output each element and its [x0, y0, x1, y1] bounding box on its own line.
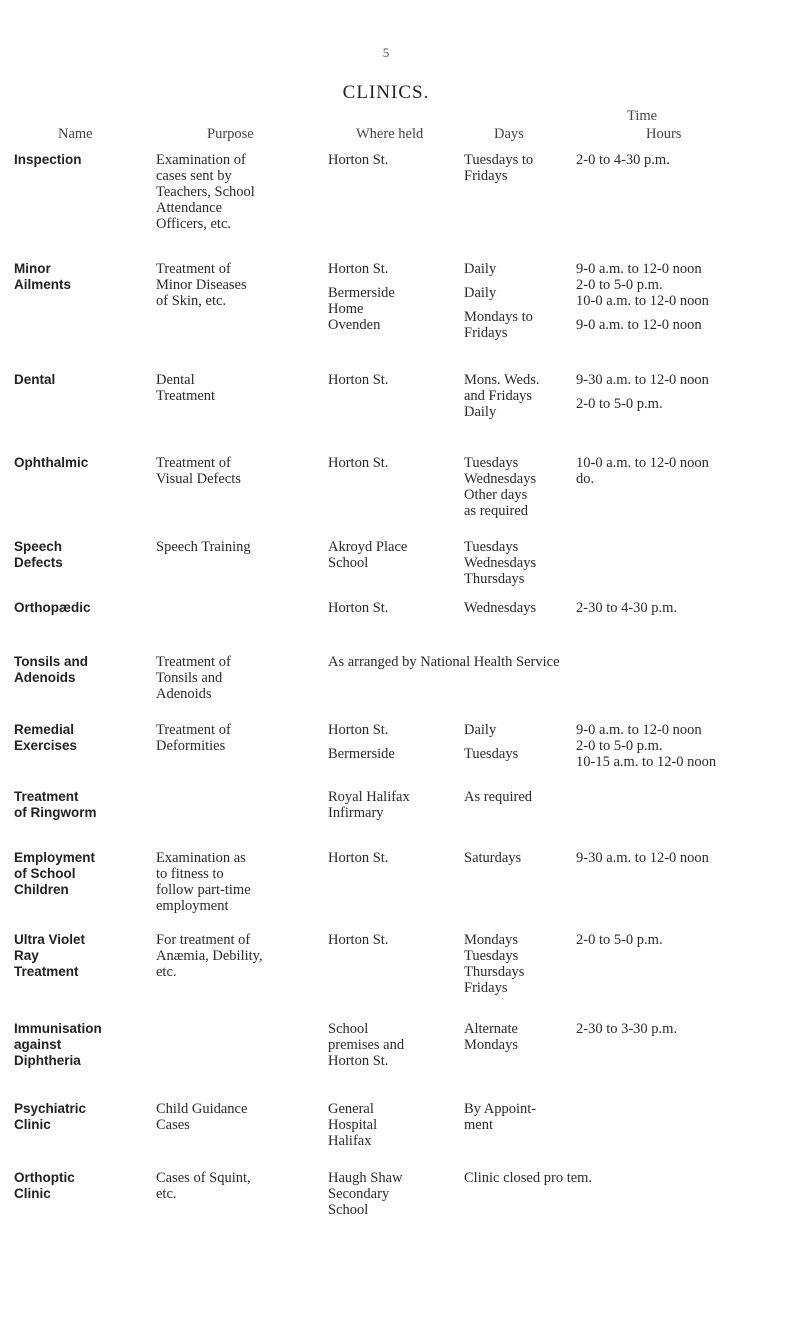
clinic-purpose-line: Speech Training	[156, 539, 251, 555]
clinic-days-line: Wednesdays	[464, 471, 537, 487]
clinic-purpose-line: For treatment of	[156, 932, 251, 948]
clinic-purpose-line: to fitness to	[156, 866, 224, 882]
page-number: 5	[382, 45, 390, 60]
clinic-days-line: By Appoint-	[464, 1101, 537, 1117]
clinic-name-line: Tonsils and	[14, 654, 89, 669]
clinic-purpose	[156, 722, 231, 754]
clinic-days	[464, 539, 536, 587]
clinic-where-held-line: Ovenden	[328, 317, 381, 333]
clinic-arrangement	[328, 654, 560, 670]
clinic-purpose-line: Attendance	[156, 200, 223, 216]
clinic-name-line: Treatment	[14, 964, 79, 979]
clinic-hours-line: 2-0 to 5-0 p.m.	[576, 932, 663, 948]
clinic-days-line: Mons. Weds.	[464, 372, 540, 388]
clinic-days-line: Mondays	[464, 1037, 518, 1053]
clinic-where-held	[328, 600, 388, 616]
clinic-days-line: As required	[464, 789, 533, 805]
clinic-where-held-line: School	[328, 555, 369, 571]
clinic-name-line: Defects	[14, 555, 63, 570]
clinic-hours-line: 9-30 a.m. to 12-0 noon	[576, 372, 709, 388]
clinic-where-held-line: Haugh Shaw	[328, 1170, 403, 1186]
clinic-name-line: Orthoptic	[14, 1170, 75, 1185]
clinic-days	[464, 455, 536, 519]
clinic-days-line: Fridays	[464, 980, 508, 996]
clinic-purpose-line: Treatment	[156, 388, 216, 404]
clinic-where-held-line: Horton St.	[328, 152, 389, 168]
clinic-name-line: Psychiatric	[14, 1101, 87, 1116]
clinic-days	[464, 932, 524, 996]
clinic-hours	[576, 600, 677, 616]
clinic-name-line: Speech	[14, 539, 63, 554]
clinic-name	[14, 372, 55, 388]
clinic-name-line: against	[14, 1037, 62, 1052]
clinic-name-line: Employment	[14, 850, 96, 865]
clinic-purpose-line: Child Guidance	[156, 1101, 248, 1117]
clinic-purpose	[156, 932, 263, 980]
clinic-name-line: Immunisation	[14, 1021, 102, 1036]
clinic-name-line: Minor	[14, 261, 51, 276]
clinic-days-line: Tuesdays	[464, 455, 519, 471]
clinic-where-held-line: Horton St.	[328, 722, 389, 738]
clinic-purpose-line: Officers, etc.	[156, 216, 232, 232]
clinic-hours	[576, 850, 709, 866]
clinic-hours-line: 2-30 to 3-30 p.m.	[576, 1021, 678, 1037]
header-where-held: Where held	[356, 126, 424, 142]
clinic-name-line: Orthopædic	[14, 600, 91, 615]
clinic-name	[14, 1021, 102, 1069]
clinic-days-line: Wednesdays	[464, 555, 537, 571]
clinic-name-line: Inspection	[14, 152, 82, 167]
clinic-where-held-line: School	[328, 1202, 369, 1218]
clinic-purpose-line: Examination of	[156, 152, 246, 168]
clinic-days	[464, 1021, 518, 1053]
header-days: Days	[494, 126, 524, 142]
clinic-name	[14, 152, 82, 168]
clinic-name-line: Adenoids	[14, 670, 76, 685]
clinic-name-line: of School	[14, 866, 76, 881]
clinic-purpose-line: etc.	[156, 1186, 177, 1202]
clinic-days-line: Thursdays	[464, 964, 525, 980]
clinic-purpose-line: Dental	[156, 372, 195, 388]
clinic-days-line: Daily	[464, 404, 497, 420]
clinic-where-held-line: Horton St.	[328, 261, 389, 277]
clinic-purpose	[156, 261, 247, 309]
clinic-name	[14, 850, 95, 898]
clinic-purpose-line: Treatment of	[156, 261, 231, 277]
clinic-name-line: Children	[14, 882, 69, 897]
clinic-where-held-line: Horton St.	[328, 932, 389, 948]
clinic-name	[14, 539, 63, 571]
clinic-where-held-line: School	[328, 1021, 369, 1037]
clinic-where-held-line: Bermerside	[328, 746, 395, 762]
clinic-days-line: Daily	[464, 285, 497, 301]
header-hours: Hours	[646, 126, 682, 142]
clinic-where-held-line: Akroyd Place	[328, 539, 408, 555]
clinic-hours	[576, 152, 670, 168]
clinic-where-held-line: Bermerside	[328, 285, 395, 301]
clinic-purpose	[156, 372, 215, 404]
clinic-where-held-line: Infirmary	[328, 805, 384, 821]
clinic-days	[464, 722, 518, 762]
clinic-hours	[576, 372, 709, 412]
clinic-where-held	[328, 1170, 403, 1218]
clinic-hours-line: do.	[576, 471, 595, 487]
clinic-hours-line: 9-0 a.m. to 12-0 noon	[576, 722, 702, 738]
clinic-purpose-line: Treatment of	[156, 722, 231, 738]
clinic-hours-line: 2-30 to 4-30 p.m.	[576, 600, 678, 616]
clinic-days-line: Daily	[464, 722, 497, 738]
clinic-purpose-line: Visual Defects	[156, 471, 241, 487]
clinic-name-line: Remedial	[14, 722, 75, 737]
clinic-where-held	[328, 1021, 404, 1069]
clinic-where-held	[328, 261, 395, 333]
clinic-where-held	[328, 455, 388, 471]
clinic-name-line: Exercises	[14, 738, 78, 753]
clinic-purpose-line: Anæmia, Debility,	[156, 948, 263, 964]
clinic-purpose-line: Deformities	[156, 738, 226, 754]
clinic-hours	[576, 261, 709, 333]
clinic-days-line: Other days	[464, 487, 528, 503]
clinic-hours-line: 9-0 a.m. to 12-0 noon	[576, 317, 702, 333]
page-title: CLINICS.	[342, 82, 430, 103]
clinic-name-line: Ultra Violet	[14, 932, 86, 947]
clinic-hours-line: 10-0 a.m. to 12-0 noon	[576, 293, 709, 309]
clinic-days-line: Tuesdays	[464, 539, 519, 555]
clinic-name-line: Clinic	[14, 1117, 51, 1132]
clinic-arrangement-line: As arranged by National Health Service	[328, 654, 560, 670]
clinic-days	[464, 261, 533, 341]
clinic-name	[14, 722, 77, 754]
clinic-hours	[576, 932, 663, 948]
clinic-status	[464, 1170, 592, 1186]
clinic-where-held	[328, 722, 395, 762]
clinic-where-held	[328, 1101, 377, 1149]
clinic-hours-line: 9-30 a.m. to 12-0 noon	[576, 850, 709, 866]
clinic-where-held	[328, 789, 410, 821]
clinic-purpose	[156, 850, 251, 914]
clinic-where-held-line: Horton St.	[328, 600, 389, 616]
clinic-purpose-line: Treatment of	[156, 654, 231, 670]
clinic-where-held-line: Horton St.	[328, 1053, 389, 1069]
clinic-name	[14, 654, 88, 686]
clinic-hours	[576, 455, 709, 487]
clinic-where-held-line: Royal Halifax	[328, 789, 410, 805]
clinic-purpose-line: Treatment of	[156, 455, 231, 471]
clinic-days-line: Mondays	[464, 932, 518, 948]
clinic-days	[464, 850, 521, 866]
clinic-where-held-line: Hospital	[328, 1117, 378, 1133]
clinic-hours-line: 9-0 a.m. to 12-0 noon	[576, 261, 702, 277]
clinic-where-held	[328, 850, 388, 866]
clinic-name	[14, 789, 97, 821]
clinic-name-line: Diphtheria	[14, 1053, 81, 1068]
clinic-purpose-line: follow part-time	[156, 882, 251, 898]
clinic-days-line: Fridays	[464, 325, 508, 341]
clinic-where-held-line: Secondary	[328, 1186, 390, 1202]
clinic-name-line: Treatment	[14, 789, 79, 804]
clinic-where-held	[328, 539, 407, 571]
clinic-purpose-line: cases sent by	[156, 168, 232, 184]
header-time: Time	[627, 108, 658, 124]
clinic-days-line: as required	[464, 503, 529, 519]
clinic-days-line: Mondays to	[464, 309, 533, 325]
clinic-name	[14, 600, 91, 616]
clinic-hours-line: 10-15 a.m. to 12-0 noon	[576, 754, 717, 770]
clinic-where-held	[328, 152, 388, 168]
clinic-days	[464, 600, 536, 616]
clinic-purpose-line: Cases of Squint,	[156, 1170, 251, 1186]
clinic-purpose	[156, 455, 241, 487]
clinic-name-line: Ailments	[14, 277, 72, 292]
clinic-days-line: Tuesdays	[464, 746, 519, 762]
clinic-where-held	[328, 372, 388, 388]
clinic-days-line: Alternate	[464, 1021, 518, 1037]
clinic-where-held-line: Horton St.	[328, 372, 389, 388]
clinic-name	[14, 1170, 75, 1202]
clinic-days-line: and Fridays	[464, 388, 533, 404]
clinic-name-line: of Ringworm	[14, 805, 97, 820]
clinic-status-line: Clinic closed pro tem.	[464, 1170, 593, 1186]
header-name: Name	[58, 126, 93, 142]
clinic-purpose-line: employment	[156, 898, 229, 914]
clinic-purpose	[156, 539, 251, 555]
clinic-purpose-line: of Skin, etc.	[156, 293, 227, 309]
clinic-where-held-line: premises and	[328, 1037, 405, 1053]
clinic-name	[14, 455, 88, 471]
clinic-days-line: ment	[464, 1117, 493, 1133]
clinic-days	[464, 1101, 536, 1133]
clinic-days-line: Saturdays	[464, 850, 522, 866]
clinic-purpose	[156, 654, 231, 702]
clinic-where-held-line: Home	[328, 301, 364, 317]
clinic-purpose-line: Adenoids	[156, 686, 212, 702]
clinic-hours	[576, 1021, 677, 1037]
clinic-where-held-line: Horton St.	[328, 455, 389, 471]
clinic-name-line: Ray	[14, 948, 39, 963]
clinic-hours-line: 10-0 a.m. to 12-0 noon	[576, 455, 709, 471]
clinic-purpose-line: Tonsils and	[156, 670, 223, 686]
clinic-hours-line: 2-0 to 5-0 p.m.	[576, 277, 663, 293]
clinic-days-line: Tuesdays to	[464, 152, 534, 168]
clinic-hours-line: 2-0 to 5-0 p.m.	[576, 396, 663, 412]
clinic-days	[464, 372, 540, 420]
clinic-purpose	[156, 1101, 247, 1133]
clinic-where-held	[328, 932, 388, 948]
clinic-purpose-line: etc.	[156, 964, 177, 980]
clinic-name-line: Dental	[14, 372, 56, 387]
clinic-where-held-line: General	[328, 1101, 374, 1117]
clinic-where-held-line: Horton St.	[328, 850, 389, 866]
clinic-name	[14, 261, 71, 293]
clinic-purpose-line: Teachers, School	[156, 184, 255, 200]
clinic-days-line: Daily	[464, 261, 497, 277]
clinic-hours-line: 2-0 to 4-30 p.m.	[576, 152, 670, 168]
clinic-days-line: Tuesdays	[464, 948, 519, 964]
clinic-purpose-line: Examination as	[156, 850, 246, 866]
clinic-name-line: Ophthalmic	[14, 455, 89, 470]
clinic-name	[14, 932, 85, 980]
clinic-name-line: Clinic	[14, 1186, 51, 1201]
clinic-name	[14, 1101, 86, 1133]
clinic-purpose-line: Cases	[156, 1117, 190, 1133]
clinic-hours-line: 2-0 to 5-0 p.m.	[576, 738, 663, 754]
header-purpose: Purpose	[207, 126, 254, 142]
clinic-purpose-line: Minor Diseases	[156, 277, 247, 293]
clinic-days	[464, 789, 532, 805]
clinic-purpose	[156, 152, 255, 232]
clinic-days-line: Fridays	[464, 168, 508, 184]
clinic-purpose	[156, 1170, 251, 1202]
clinic-hours	[576, 722, 716, 770]
clinic-days	[464, 152, 533, 184]
clinic-days-line: Wednesdays	[464, 600, 537, 616]
clinic-days-line: Thursdays	[464, 571, 525, 587]
clinic-where-held-line: Halifax	[328, 1133, 372, 1149]
